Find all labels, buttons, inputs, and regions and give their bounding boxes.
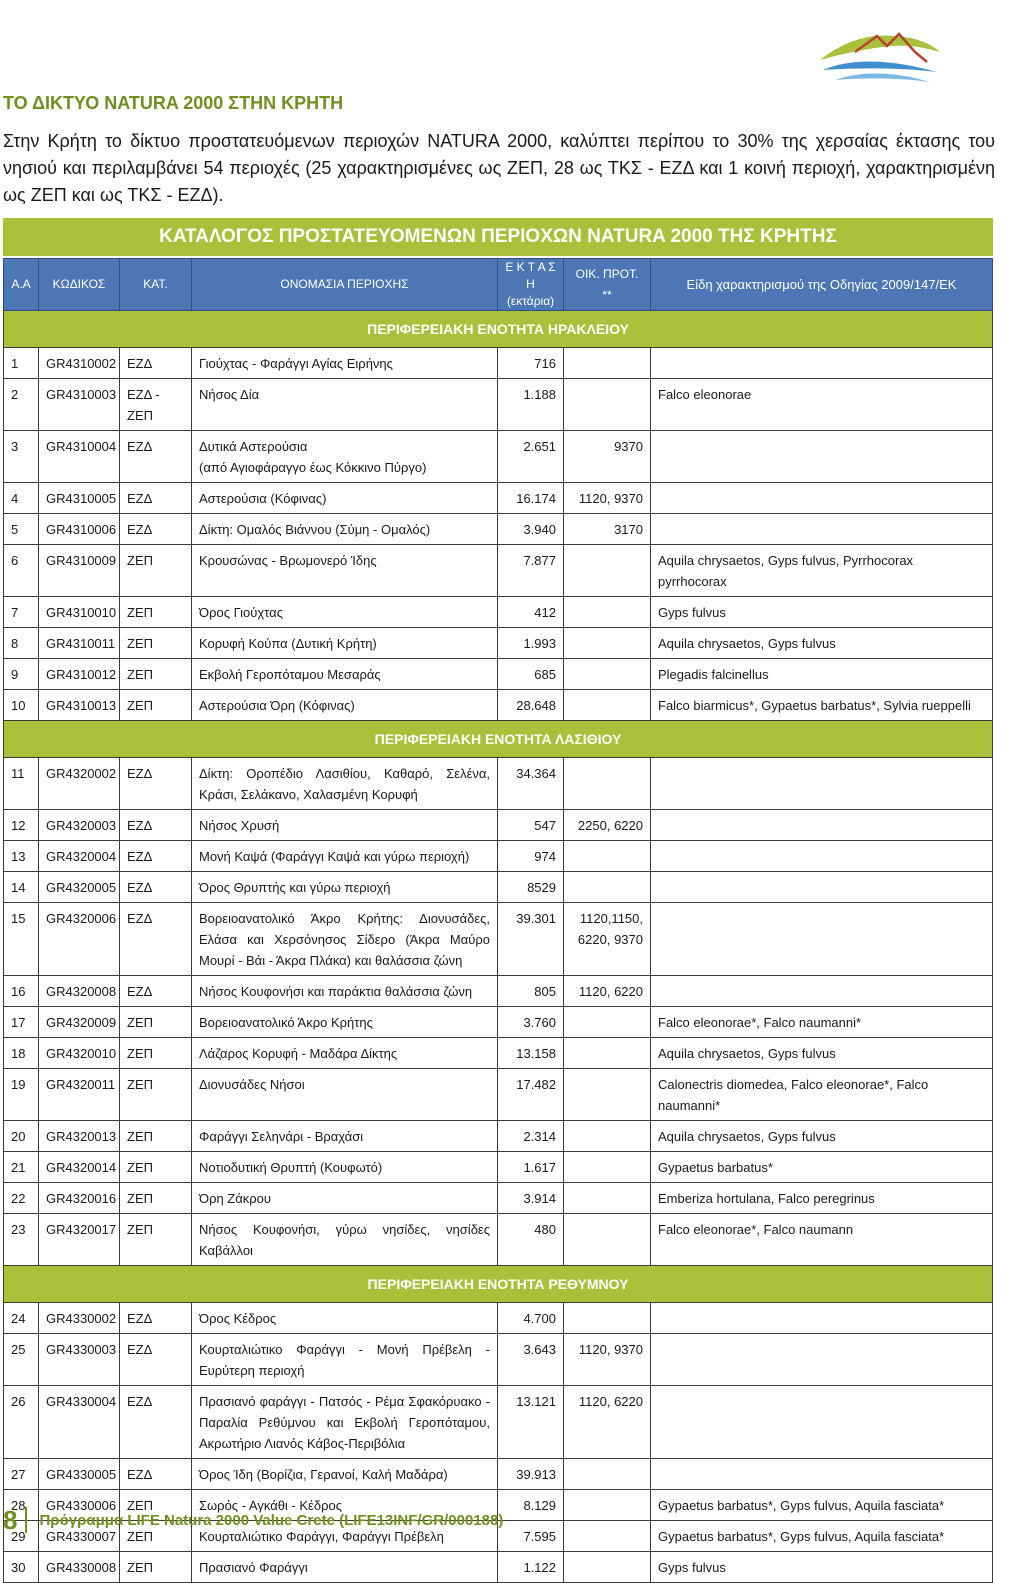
- header-category: ΚΑΤ.: [120, 259, 192, 311]
- table-row: [4, 1214, 993, 1266]
- cell-species: [651, 841, 993, 872]
- cell-site-name: Φαράγγι Σεληνάρι - Βραχάσι: [192, 1121, 498, 1152]
- cell-aa: 16: [4, 976, 39, 1007]
- cell-species: [651, 1459, 993, 1490]
- cell-site-name: Αστερούσια Όρη (Κόφινας): [192, 690, 498, 721]
- cell-species: [651, 514, 993, 545]
- cell-aa: 9: [4, 659, 39, 690]
- cell-site-name: Μονή Καψά (Φαράγγι Καψά και γύρω περιοχή): [192, 841, 498, 872]
- cell-code: GR4310006: [39, 514, 120, 545]
- cell-site-name: Δίκτη: Ομαλός Βιάννου (Σύμη - Ομαλός): [192, 514, 498, 545]
- cell-species: [651, 872, 993, 903]
- cell-code: GR4330005: [39, 1459, 120, 1490]
- cell-site-name: Κουρταλιώτικο Φαράγγι, Φαράγγι Πρέβελη: [192, 1521, 498, 1552]
- cell-category: ΕΖΔ: [120, 1334, 192, 1386]
- cell-species: [651, 1303, 993, 1334]
- cell-area: 13.158: [498, 1038, 564, 1069]
- table-row: [4, 841, 993, 872]
- region-header-row: [4, 721, 993, 758]
- cell-code: GR4310011: [39, 628, 120, 659]
- cell-code: GR4320006: [39, 903, 120, 976]
- cell-habitat: [564, 758, 651, 810]
- cell-site-name: Νήσος Κουφονήσι, γύρω νησίδες, νησίδες Καβάλλοι: [192, 1214, 498, 1266]
- table-row: [4, 1334, 993, 1386]
- cell-area: 1.188: [498, 379, 564, 431]
- cell-category: ΖΕΠ: [120, 1521, 192, 1552]
- cell-category: ΖΕΠ: [120, 1183, 192, 1214]
- cell-category: ΕΖΔ: [120, 1386, 192, 1459]
- cell-species: [651, 810, 993, 841]
- cell-habitat: [564, 1069, 651, 1121]
- cell-site-name: Κορυφή Κούπα (Δυτική Κρήτη): [192, 628, 498, 659]
- cell-species: [651, 1334, 993, 1386]
- cell-category: ΕΖΔ: [120, 348, 192, 379]
- cell-code: GR4330003: [39, 1334, 120, 1386]
- cell-habitat: [564, 1214, 651, 1266]
- cell-code: GR4330007: [39, 1521, 120, 1552]
- cell-area: 3.940: [498, 514, 564, 545]
- cell-code: GR4310005: [39, 483, 120, 514]
- cell-habitat: 3170: [564, 514, 651, 545]
- cell-aa: 8: [4, 628, 39, 659]
- cell-category: ΕΖΔ: [120, 1459, 192, 1490]
- cell-area: 39.301: [498, 903, 564, 976]
- cell-site-name: Όρη Ζάκρου: [192, 1183, 498, 1214]
- cell-species: Aquila chrysaetos, Gyps fulvus: [651, 1038, 993, 1069]
- table-row: [4, 1552, 993, 1583]
- cell-category: ΖΕΠ: [120, 1038, 192, 1069]
- region-name: ΠΕΡΙΦΕΡΕΙΑΚΗ ΕΝΟΤΗΤΑ ΛΑΣΙΘΙΟΥ: [4, 721, 993, 758]
- cell-habitat: 1120, 6220: [564, 1386, 651, 1459]
- cell-species: Calonectris diomedea, Falco eleonorae*, Falco naumanni*: [651, 1069, 993, 1121]
- cell-area: 13.121: [498, 1386, 564, 1459]
- cell-code: GR4310009: [39, 545, 120, 597]
- header-species: Είδη χαρακτηρισμού της Οδηγίας 2009/147/ΕΚ: [651, 259, 993, 311]
- cell-category: ΕΖΔ: [120, 810, 192, 841]
- cell-code: GR4320002: [39, 758, 120, 810]
- cell-area: 4.700: [498, 1303, 564, 1334]
- cell-category: ΖΕΠ: [120, 1490, 192, 1521]
- table-row: [4, 1152, 993, 1183]
- cell-aa: 21: [4, 1152, 39, 1183]
- cell-aa: 30: [4, 1552, 39, 1583]
- cell-aa: 13: [4, 841, 39, 872]
- cell-aa: 23: [4, 1214, 39, 1266]
- cell-species: [651, 976, 993, 1007]
- cell-habitat: [564, 1459, 651, 1490]
- cell-code: GR4320011: [39, 1069, 120, 1121]
- program-name: Πρόγραμμα LIFE Natura 2000 Value Crete (LIFE13INF/GR/000188): [39, 1511, 504, 1529]
- cell-area: 1.993: [498, 628, 564, 659]
- cell-aa: 22: [4, 1183, 39, 1214]
- table-row: [4, 1183, 993, 1214]
- cell-site-name: Όρος Γιούχτας: [192, 597, 498, 628]
- table-row: [4, 903, 993, 976]
- cell-category: ΕΖΔ: [120, 841, 192, 872]
- cell-species: Plegadis falcinellus: [651, 659, 993, 690]
- cell-species: [651, 483, 993, 514]
- table-body: [4, 311, 993, 1583]
- header-aa: Α.Α: [4, 259, 39, 311]
- cell-area: 1.617: [498, 1152, 564, 1183]
- cell-habitat: 1120,1150, 6220, 9370: [564, 903, 651, 976]
- cell-species: Gyps fulvus: [651, 597, 993, 628]
- cell-habitat: [564, 1007, 651, 1038]
- cell-category: ΕΖΔ - ΖΕΠ: [120, 379, 192, 431]
- cell-species: Aquila chrysaetos, Gyps fulvus: [651, 1121, 993, 1152]
- cell-category: ΕΖΔ: [120, 976, 192, 1007]
- cell-category: ΕΖΔ: [120, 514, 192, 545]
- cell-code: GR4310012: [39, 659, 120, 690]
- cell-category: ΖΕΠ: [120, 1552, 192, 1583]
- cell-category: ΖΕΠ: [120, 545, 192, 597]
- cell-area: 28.648: [498, 690, 564, 721]
- cell-area: 7.877: [498, 545, 564, 597]
- cell-species: Gypaetus barbatus*, Gyps fulvus, Aquila fasciata*: [651, 1521, 993, 1552]
- table-row: [4, 976, 993, 1007]
- cell-category: ΕΖΔ: [120, 872, 192, 903]
- table-row: [4, 514, 993, 545]
- cell-aa: 4: [4, 483, 39, 514]
- header-area-unit: (εκτάρια): [506, 294, 555, 308]
- cell-habitat: [564, 379, 651, 431]
- cell-aa: 2: [4, 379, 39, 431]
- cell-species: Aquila chrysaetos, Gyps fulvus: [651, 628, 993, 659]
- cell-site-name: Γιούχτας - Φαράγγι Αγίας Ειρήνης: [192, 348, 498, 379]
- cell-category: ΕΖΔ: [120, 1303, 192, 1334]
- cell-species: [651, 903, 993, 976]
- table-row: [4, 597, 993, 628]
- cell-species: Falco eleonorae*, Falco naumann: [651, 1214, 993, 1266]
- cell-area: 34.364: [498, 758, 564, 810]
- cell-site-name: Πρασιανό Φαράγγι: [192, 1552, 498, 1583]
- cell-habitat: [564, 1521, 651, 1552]
- page-title: ΤΟ ΔΙΚΤΥΟ NATURA 2000 ΣΤΗΝ ΚΡΗΤΗ: [3, 93, 344, 113]
- table-row: [4, 872, 993, 903]
- cell-habitat: [564, 1552, 651, 1583]
- table-row: [4, 690, 993, 721]
- cell-aa: 14: [4, 872, 39, 903]
- cell-species: Falco biarmicus*, Gypaetus barbatus*, Sylvia rueppelli: [651, 690, 993, 721]
- cell-site-name: Νοτιοδυτική Θρυπτή (Κουφωτό): [192, 1152, 498, 1183]
- cell-area: 2.651: [498, 431, 564, 483]
- cell-habitat: [564, 1490, 651, 1521]
- cell-site-name: Δίκτη: Οροπέδιο Λασιθίου, Καθαρό, Σελένα, Κράσι, Σελάκανο, Χαλασμένη Κορυφή: [192, 758, 498, 810]
- cell-area: 547: [498, 810, 564, 841]
- page-footer: [3, 1503, 503, 1537]
- cell-site-name: Κουρταλιώτικο Φαράγγι - Μονή Πρέβελη - Ευρύτερη περιοχή: [192, 1334, 498, 1386]
- cell-species: [651, 348, 993, 379]
- table-row: [4, 1007, 993, 1038]
- table-row: [4, 1303, 993, 1334]
- cell-code: GR4320017: [39, 1214, 120, 1266]
- cell-species: [651, 758, 993, 810]
- cell-code: GR4310003: [39, 379, 120, 431]
- cell-habitat: [564, 545, 651, 597]
- cell-aa: 11: [4, 758, 39, 810]
- table-row: [4, 1386, 993, 1459]
- cell-code: GR4310004: [39, 431, 120, 483]
- header-area: [498, 259, 564, 311]
- cell-code: GR4330004: [39, 1386, 120, 1459]
- cell-site-name: Βορειοανατολικό Άκρο Κρήτης: [192, 1007, 498, 1038]
- cell-site-name: Αστερούσια (Κόφινας): [192, 483, 498, 514]
- cell-aa: 19: [4, 1069, 39, 1121]
- cell-site-name: Νήσος Χρυσή: [192, 810, 498, 841]
- cell-area: 39.913: [498, 1459, 564, 1490]
- region-header-row: [4, 311, 993, 348]
- cell-aa: 6: [4, 545, 39, 597]
- cell-aa: 26: [4, 1386, 39, 1459]
- cell-area: 17.482: [498, 1069, 564, 1121]
- cell-area: 805: [498, 976, 564, 1007]
- cell-aa: 12: [4, 810, 39, 841]
- cell-category: ΕΖΔ: [120, 758, 192, 810]
- cell-habitat: [564, 1183, 651, 1214]
- cell-aa: 17: [4, 1007, 39, 1038]
- cell-species: Emberiza hortulana, Falco peregrinus: [651, 1183, 993, 1214]
- cell-area: 480: [498, 1214, 564, 1266]
- cell-aa: 25: [4, 1334, 39, 1386]
- table-header-row: [4, 259, 993, 311]
- cell-habitat: [564, 659, 651, 690]
- cell-code: GR4310010: [39, 597, 120, 628]
- cell-code: GR4310013: [39, 690, 120, 721]
- table-row: [4, 1459, 993, 1490]
- cell-category: ΖΕΠ: [120, 690, 192, 721]
- cell-area: 3.760: [498, 1007, 564, 1038]
- cell-habitat: 1120, 6220: [564, 976, 651, 1007]
- cell-site-name: Διονυσάδες Νήσοι: [192, 1069, 498, 1121]
- cell-species: Gyps fulvus: [651, 1552, 993, 1583]
- table-row: [4, 1069, 993, 1121]
- cell-site-name: Νήσος Κουφονήσι και παράκτια θαλάσσια ζώνη: [192, 976, 498, 1007]
- cell-species: Gypaetus barbatus*: [651, 1152, 993, 1183]
- cell-site-name: Όρος Κέδρος: [192, 1303, 498, 1334]
- table-row: [4, 628, 993, 659]
- cell-category: ΖΕΠ: [120, 1214, 192, 1266]
- cell-category: ΖΕΠ: [120, 1007, 192, 1038]
- cell-code: GR4330002: [39, 1303, 120, 1334]
- cell-habitat: [564, 690, 651, 721]
- natura-logo-icon: [815, 22, 945, 92]
- cell-species: Falco eleonorae*, Falco naumanni*: [651, 1007, 993, 1038]
- cell-aa: 18: [4, 1038, 39, 1069]
- cell-code: GR4320013: [39, 1121, 120, 1152]
- cell-area: 974: [498, 841, 564, 872]
- cell-category: ΖΕΠ: [120, 1121, 192, 1152]
- region-name: ΠΕΡΙΦΕΡΕΙΑΚΗ ΕΝΟΤΗΤΑ ΡΕΘΥΜΝΟΥ: [4, 1266, 993, 1303]
- cell-code: GR4320016: [39, 1183, 120, 1214]
- cell-aa: 7: [4, 597, 39, 628]
- cell-area: 2.314: [498, 1121, 564, 1152]
- cell-site-name: Σωρός - Αγκάθι - Κέδρος: [192, 1490, 498, 1521]
- cell-site-name: Όρος Θρυπτής και γύρω περιοχή: [192, 872, 498, 903]
- cell-category: ΖΕΠ: [120, 1069, 192, 1121]
- cell-code: GR4330008: [39, 1552, 120, 1583]
- cell-area: 7.595: [498, 1521, 564, 1552]
- cell-habitat: 1120, 9370: [564, 483, 651, 514]
- cell-site-name: Λάζαρος Κορυφή - Μαδάρα Δίκτης: [192, 1038, 498, 1069]
- cell-species: Falco eleonorae: [651, 379, 993, 431]
- cell-category: ΖΕΠ: [120, 628, 192, 659]
- table-row: [4, 810, 993, 841]
- cell-species: [651, 431, 993, 483]
- cell-code: GR4320004: [39, 841, 120, 872]
- table-row: [4, 1121, 993, 1152]
- cell-category: ΕΖΔ: [120, 431, 192, 483]
- cell-area: 685: [498, 659, 564, 690]
- natura-sites-table: [3, 258, 993, 1583]
- cell-code: GR4320008: [39, 976, 120, 1007]
- cell-habitat: [564, 1121, 651, 1152]
- region-name: ΠΕΡΙΦΕΡΕΙΑΚΗ ΕΝΟΤΗΤΑ ΗΡΑΚΛΕΙΟΥ: [4, 311, 993, 348]
- cell-area: 412: [498, 597, 564, 628]
- cell-habitat: [564, 597, 651, 628]
- cell-area: 16.174: [498, 483, 564, 514]
- cell-site-name: Εκβολή Γεροπόταμου Μεσαράς: [192, 659, 498, 690]
- cell-aa: 20: [4, 1121, 39, 1152]
- table-row: [4, 379, 993, 431]
- cell-habitat: 2250, 6220: [564, 810, 651, 841]
- cell-aa: 15: [4, 903, 39, 976]
- cell-habitat: [564, 628, 651, 659]
- table-row: [4, 758, 993, 810]
- cell-code: GR4320009: [39, 1007, 120, 1038]
- cell-category: ΖΕΠ: [120, 597, 192, 628]
- cell-category: ΕΖΔ: [120, 483, 192, 514]
- cell-site-name: Βορειοανατολικό Άκρο Κρήτης: Διονυσάδες, Ελάσα και Χερσόνησος Σίδερο (Άκρα Μαύρο Μουρί - Βάι - Άκρα Πλάκα) και θαλάσσια ζώνη: [192, 903, 498, 976]
- cell-species: Gypaetus barbatus*, Gyps fulvus, Aquila fasciata*: [651, 1490, 993, 1521]
- cell-area: 716: [498, 348, 564, 379]
- cell-aa: 27: [4, 1459, 39, 1490]
- page-number: 8: [3, 1504, 18, 1535]
- cell-area: 8529: [498, 872, 564, 903]
- footer-divider: [25, 1507, 27, 1533]
- header-code: ΚΩΔΙΚΟΣ: [39, 259, 120, 311]
- cell-habitat: [564, 841, 651, 872]
- cell-aa: 24: [4, 1303, 39, 1334]
- table-row: [4, 431, 993, 483]
- cell-category: ΖΕΠ: [120, 1152, 192, 1183]
- cell-category: ΖΕΠ: [120, 659, 192, 690]
- cell-code: GR4320003: [39, 810, 120, 841]
- cell-category: ΕΖΔ: [120, 903, 192, 976]
- cell-aa: 28: [4, 1490, 39, 1521]
- region-header-row: [4, 1266, 993, 1303]
- cell-area: 1.122: [498, 1552, 564, 1583]
- table-row: [4, 348, 993, 379]
- cell-area: 3.914: [498, 1183, 564, 1214]
- cell-code: GR4330006: [39, 1490, 120, 1521]
- table-row: [4, 659, 993, 690]
- cell-aa: 1: [4, 348, 39, 379]
- cell-site-name: Κρουσώνας - Βρωμονερό Ίδης: [192, 545, 498, 597]
- cell-habitat: 9370: [564, 431, 651, 483]
- cell-code: GR4310002: [39, 348, 120, 379]
- cell-habitat: 1120, 9370: [564, 1334, 651, 1386]
- cell-site-name: Νήσος Δία: [192, 379, 498, 431]
- table-row: [4, 545, 993, 597]
- cell-habitat: [564, 1303, 651, 1334]
- intro-paragraph: Στην Κρήτη το δίκτυο προστατευόμενων περιοχών NATURA 2000, καλύπτει περίπου το 30% της χερσαίας έκτασης του νησιού και περιλαμβάνει 54 περιοχές (25 χαρακτηρισμένες ως ΖΕΠ, 28 ως ΤΚΣ - ΕΖΔ και 1 κοινή περιοχή, χαρακτηρισμένη ως ΖΕΠ και ως ΤΚΣ - ΕΖΔ).: [3, 131, 995, 205]
- cell-species: Aquila chrysaetos, Gyps fulvus, Pyrrhocorax pyrrhocorax: [651, 545, 993, 597]
- header-habitat: ΟΙΚ. ΠΡΟΤ. **: [564, 259, 651, 311]
- cell-code: GR4320005: [39, 872, 120, 903]
- cell-site-name: Δυτικά Αστερούσια (από Αγιοφάραγγο έως Κόκκινο Πύργο): [192, 431, 498, 483]
- cell-habitat: [564, 872, 651, 903]
- cell-code: GR4320010: [39, 1038, 120, 1069]
- cell-site-name: Πρασιανό φαράγγι - Πατσός - Ρέμα Σφακόρυακο - Παραλία Ρεθύμνου και Εκβολή Γεροπόταμου, Ακρωτήριο Λιανός Κάβος-Περιβόλια: [192, 1386, 498, 1459]
- cell-area: 8.129: [498, 1490, 564, 1521]
- cell-habitat: [564, 1152, 651, 1183]
- cell-habitat: [564, 348, 651, 379]
- cell-aa: 3: [4, 431, 39, 483]
- table-row: [4, 1038, 993, 1069]
- cell-code: GR4320014: [39, 1152, 120, 1183]
- cell-site-name: Όρος Ίδη (Βορίζια, Γερανοί, Καλή Μαδάρα): [192, 1459, 498, 1490]
- cell-aa: 10: [4, 690, 39, 721]
- cell-aa: 29: [4, 1521, 39, 1552]
- table-row: [4, 483, 993, 514]
- table-title: ΚΑΤΑΛΟΓΟΣ ΠΡΟΣΤΑΤΕΥΟΜΕΝΩΝ ΠΕΡΙΟΧΩΝ NATURA 2000 ΤΗΣ ΚΡΗΤΗΣ: [3, 218, 993, 256]
- header-site-name: ΟΝΟΜΑΣΙΑ ΠΕΡΙΟΧΗΣ: [192, 259, 498, 311]
- cell-habitat: [564, 1038, 651, 1069]
- cell-aa: 5: [4, 514, 39, 545]
- header-area-title: Ε Κ Τ Α Σ Η: [505, 260, 556, 291]
- cell-species: [651, 1386, 993, 1459]
- cell-area: 3.643: [498, 1334, 564, 1386]
